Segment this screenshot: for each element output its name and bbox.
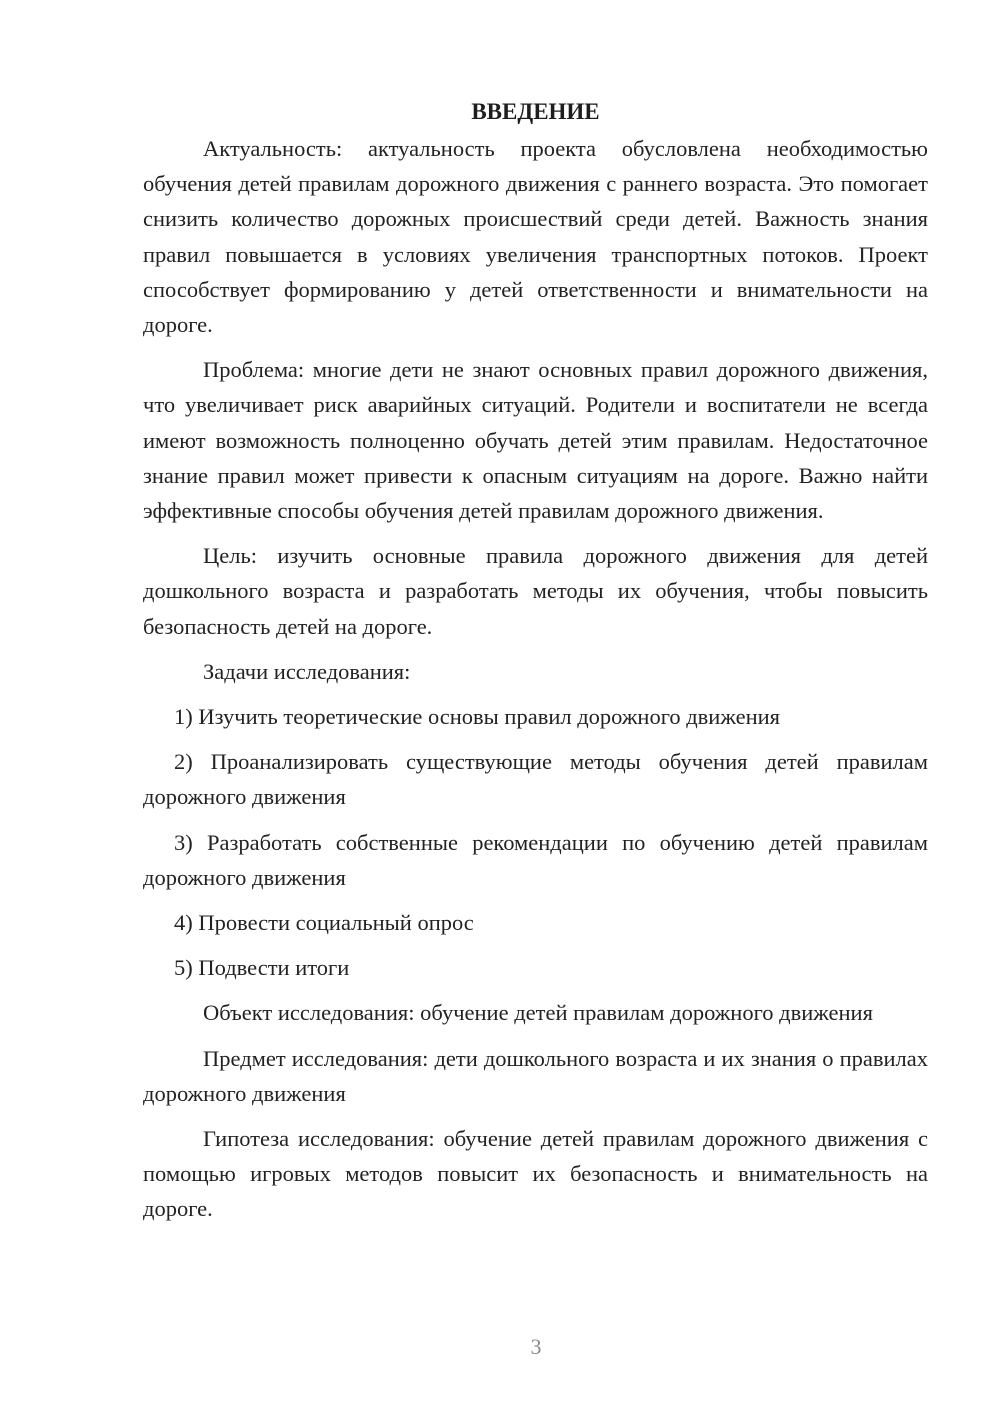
task-item-3: 3) Разработать собственные рекомендации по обучению детей правилам дорожного движения <box>143 829 928 890</box>
paragraph-tasks-intro: Задачи исследования: <box>203 658 411 684</box>
paragraph-subject: Предмет исследования: дети дошкольного возраста и их знания о правилах дорожного движения <box>143 1045 928 1106</box>
task-item-4: 4) Провести социальный опрос <box>174 910 474 936</box>
task-item-2: 2) Проанализировать существующие методы обучения детей правилам дорожного движения <box>143 749 928 810</box>
document-body <box>143 94 928 1237</box>
paragraph-hypothesis: Гипотеза исследования: обучение детей правилам дорожного движения с помощью игровых методов повысит их безопасность и внимательность на дороге. <box>143 1126 928 1222</box>
paragraph-relevance: Актуальность: актуальность проекта обусловлена необходимостью обучения детей правилам дорожного движения с раннего возраста. Это помогает снизить количество дорожных происшествий среди детей. Важность знания правил повышается в условиях увеличения транспортных потоков. Проект способствует формированию у детей ответственности и внимательности на дороге. <box>143 136 928 338</box>
task-item-5: 5) Подвести итоги <box>174 955 350 981</box>
page-number: 3 <box>530 1334 542 1359</box>
paragraph-goal: Цель: изучить основные правила дорожного движения для детей дошкольного возраста и разработать методы их обучения, чтобы повысить безопасность детей на дороге. <box>143 543 928 639</box>
paragraph-object: Объект исследования: обучение детей правилам дорожного движения <box>203 1000 873 1026</box>
section-heading: ВВЕДЕНИЕ <box>471 99 600 124</box>
task-item-1: 1) Изучить теоретические основы правил дорожного движения <box>174 704 781 730</box>
paragraph-problem: Проблема: многие дети не знают основных правил дорожного движения, что увеличивает риск аварийных ситуаций. Родители и воспитатели не всегда имеют возможность полноценно обучать детей этим правилам. Недостаточное знание правил может привести к опасным ситуациям на дороге. Важно найти эффективные способы обучения детей правилам дорожного движения. <box>143 357 928 524</box>
